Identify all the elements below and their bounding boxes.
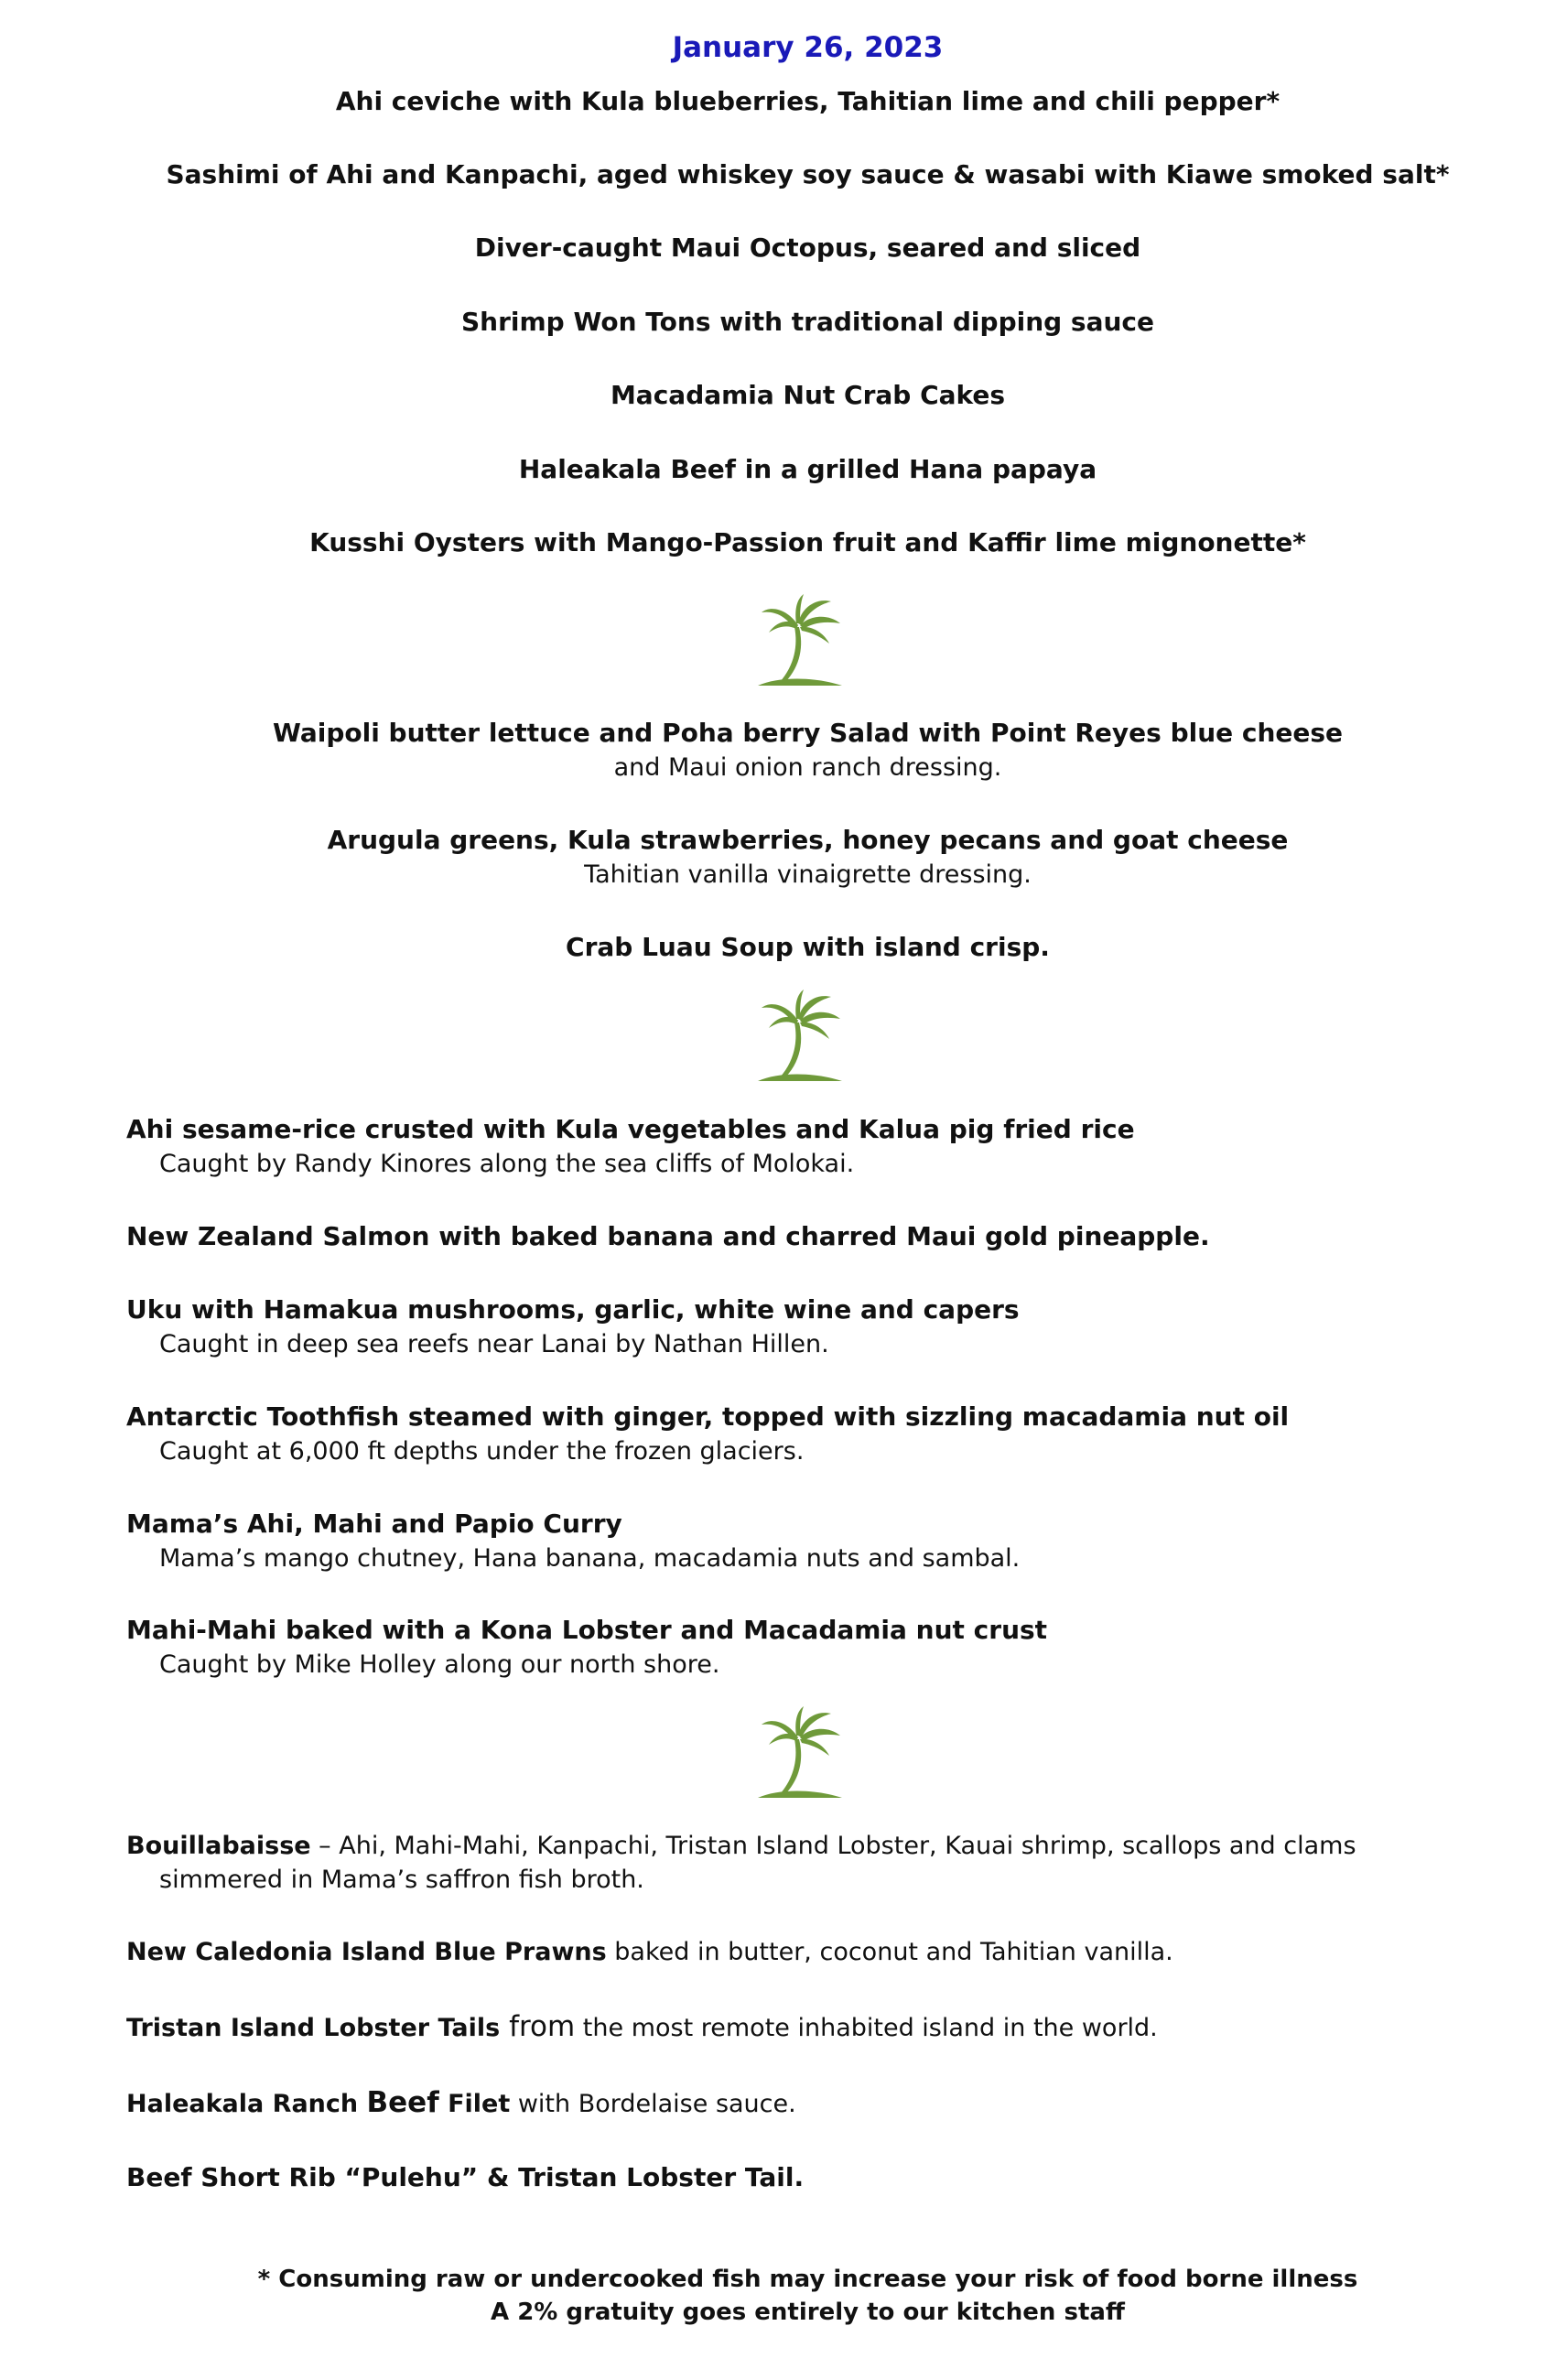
fish-item: [126, 1293, 1463, 1361]
fish-title: Uku with Hamakua mushrooms, garlic, white wine and capers: [126, 1294, 1020, 1325]
main-item-shortrib: Beef Short Rib “Pulehu” & Tristan Lobster Tail.: [126, 2162, 805, 2192]
main-detail: simmered in Mama’s saffron fish broth.: [159, 1866, 644, 1894]
salad-item: [0, 930, 1556, 965]
footer-note: [0, 2263, 1556, 2329]
fish-item: [126, 1613, 1463, 1682]
main-title: Bouillabaisse: [126, 1832, 311, 1860]
fish-item: [126, 1400, 1463, 1468]
fish-title: New Zealand Salmon with baked banana and charred Maui gold pineapple.: [126, 1221, 1210, 1251]
fish-detail: Mama’s mango chutney, Hana banana, macadamia nuts and sambal.: [159, 1544, 1021, 1573]
salad-detail: Tahitian vanilla vinaigrette dressing.: [584, 860, 1032, 889]
menu-date: January 26, 2023: [672, 31, 944, 64]
palm-tree-icon: [751, 1703, 851, 1803]
fish-detail: Caught by Randy Kinores along the sea cliffs of Molokai.: [159, 1150, 855, 1178]
main-title-part: Haleakala Ranch: [126, 2090, 367, 2118]
footer-gratuity: A 2% gratuity goes entirely to our kitchen staff: [491, 2299, 1125, 2326]
fish-detail: Caught by Mike Holley along our north shore.: [159, 1650, 720, 1679]
appetizer-item: Sashimi of Ahi and Kanpachi, aged whiskey soy sauce & wasabi with Kiawe smoked salt*: [166, 159, 1450, 189]
main-title-part: Beef: [366, 2086, 439, 2119]
appetizer-item: Haleakala Beef in a grilled Hana papaya: [518, 454, 1097, 484]
appetizer-item: Shrimp Won Tons with traditional dipping sauce: [460, 307, 1155, 337]
fish-title: Ahi sesame-rice crusted with Kula vegetables and Kalua pig fried rice: [126, 1114, 1135, 1144]
appetizer-item: Diver-caught Maui Octopus, seared and sliced: [474, 233, 1141, 263]
main-description: with Bordelaise sauce.: [510, 2090, 796, 2118]
fish-item: [126, 1112, 1463, 1181]
appetizer-item: Macadamia Nut Crab Cakes: [610, 380, 1006, 410]
main-item-lobster: [126, 2010, 1463, 2045]
main-title: New Caledonia Island Blue Prawns: [126, 1938, 607, 1966]
fish-item: [126, 1219, 1463, 1254]
main-description: the most remote inhabited island in the world.: [575, 2014, 1158, 2042]
footer-warning: * Consuming raw or undercooked fish may increase your risk of food borne illness: [257, 2266, 1358, 2293]
fish-detail: Caught at 6,000 ft depths under the frozen glaciers.: [159, 1437, 805, 1466]
fish-detail: Caught in deep sea reefs near Lanai by Nathan Hillen.: [159, 1330, 829, 1358]
appetizer-item: Kusshi Oysters with Mango-Passion fruit and Kaffir lime mignonette*: [309, 527, 1306, 557]
salad-title: Arugula greens, Kula strawberries, honey pecans and goat cheese: [327, 825, 1289, 855]
salad-detail: and Maui onion ranch dressing.: [613, 753, 1002, 782]
fish-title: Mama’s Ahi, Mahi and Papio Curry: [126, 1509, 622, 1539]
main-description: – Ahi, Mahi-Mahi, Kanpachi, Tristan Island Lobster, Kauai shrimp, scallops and clams: [310, 1832, 1356, 1860]
salad-title: Waipoli butter lettuce and Poha berry Salad with Point Reyes blue cheese: [272, 718, 1344, 748]
appetizer-item: Ahi ceviche with Kula blueberries, Tahitian lime and chili pepper*: [335, 86, 1280, 116]
salad-title: Crab Luau Soup with island crisp.: [566, 932, 1050, 962]
fish-title: Antarctic Toothfish steamed with ginger, topped with sizzling macadamia nut oil: [126, 1401, 1290, 1432]
salad-item: [0, 716, 1556, 784]
main-description-from: from: [500, 2010, 576, 2043]
palm-tree-icon: [751, 986, 851, 1087]
main-item-filet: [126, 2086, 1463, 2121]
main-item-bouillabaisse: [126, 1829, 1463, 1897]
fish-title: Mahi-Mahi baked with a Kona Lobster and Macadamia nut crust: [126, 1615, 1048, 1645]
main-item-prawns: [126, 1935, 1463, 1969]
main-title: Tristan Island Lobster Tails: [126, 2014, 501, 2042]
fish-item: [126, 1507, 1463, 1575]
salad-item: [0, 823, 1556, 892]
palm-tree-icon: [751, 590, 851, 691]
main-title-part: Filet: [438, 2090, 511, 2118]
main-description: baked in butter, coconut and Tahitian vanilla.: [606, 1938, 1173, 1966]
